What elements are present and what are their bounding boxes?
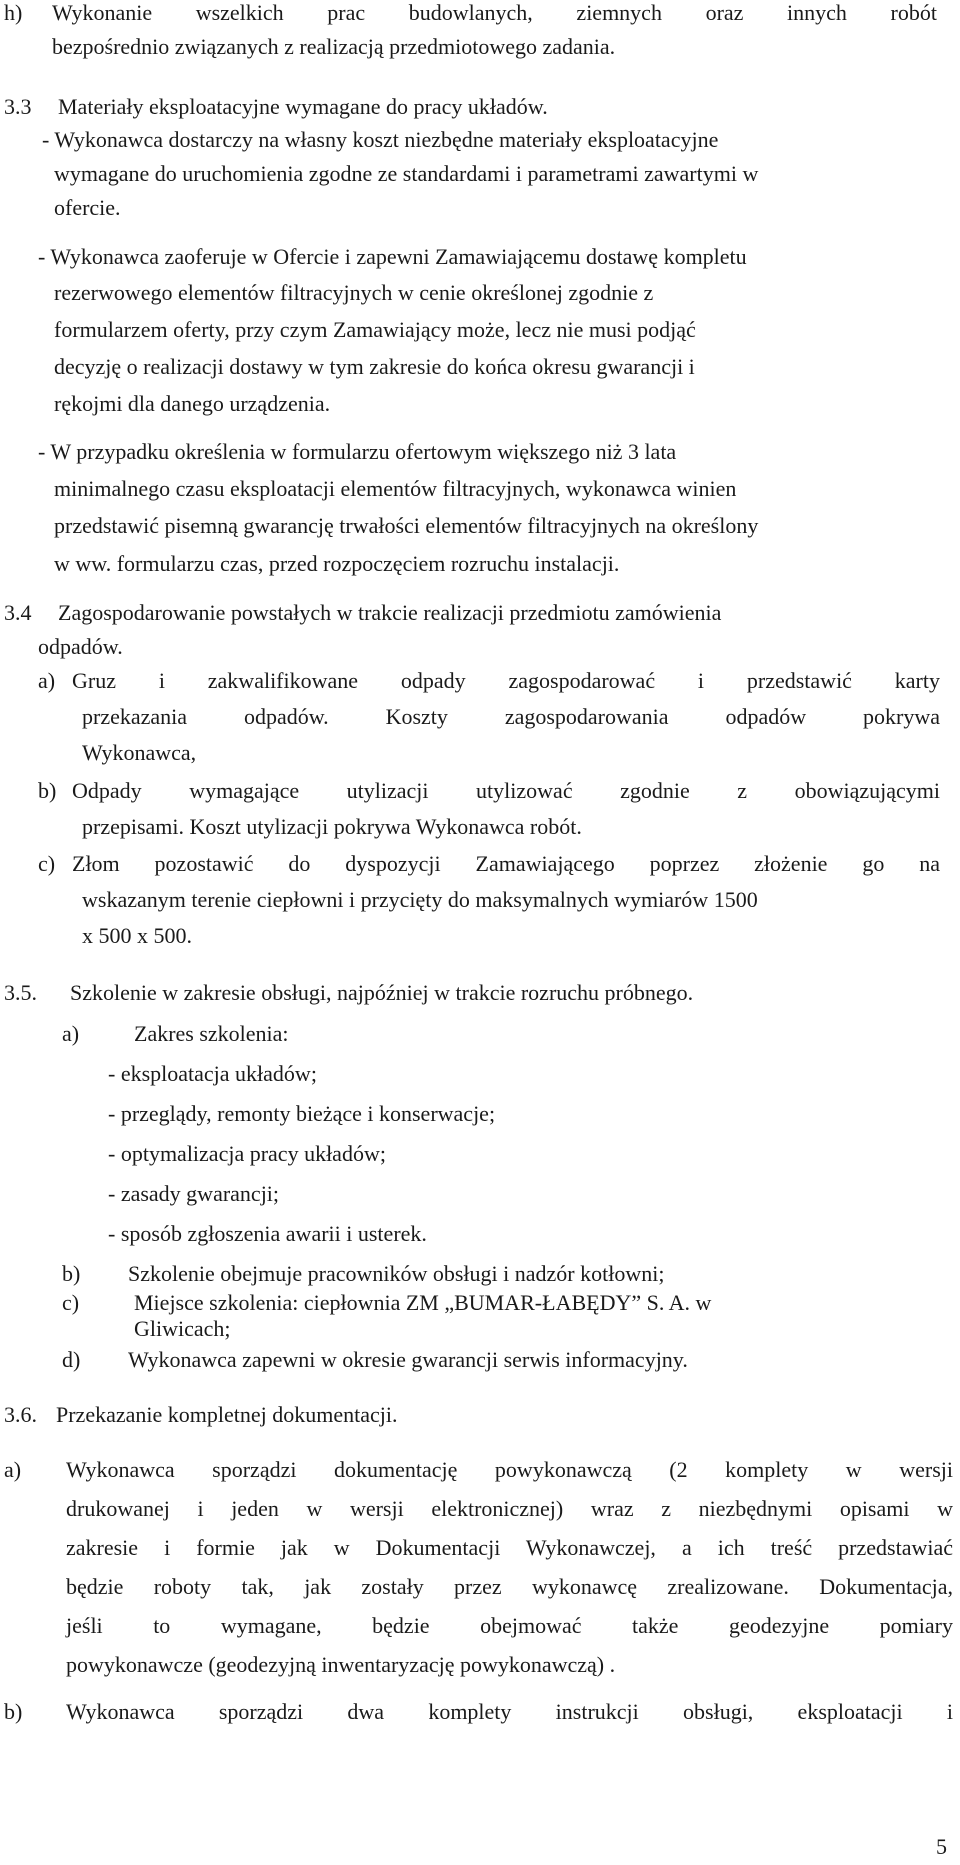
s35-bullet-3: - optymalizacja pracy układów; [108, 1141, 386, 1166]
s33-p2-line-4: decyzję o realizacji dostawy w tym zakresie do końca okresu gwarancji i [54, 354, 695, 379]
s35-c-label: c) [62, 1290, 80, 1315]
s33-p2-line-2: rezerwowego elementów filtracyjnych w cenie określonej zgodnie z [54, 280, 654, 305]
s33-p1-line-1: - Wykonawca dostarczy na własny koszt niezbędne materiały eksploatacyjne [42, 127, 719, 152]
s35-a-label: a) [62, 1021, 80, 1046]
section-3-5-number: 3.5. [4, 980, 37, 1005]
section-3-6-number: 3.6. [4, 1402, 37, 1427]
s35-a-title: Zakres szkolenia: [134, 1021, 289, 1046]
s36-a-line-5: jeśli to wymagane, będzie obejmować także geodezyjne pomiary [66, 1613, 953, 1638]
s33-p1-line-2: wymagane do uruchomienia zgodne ze standardami i parametrami zawartymi w [54, 161, 759, 186]
s36-a-line-3: zakresie i formie jak w Dokumentacji Wykonawczej, a ich treść przedstawiać [66, 1535, 953, 1560]
s36-a-line-4: będzie roboty tak, jak zostały przez wykonawcę zrealizowane. Dokumentacja, [66, 1574, 953, 1599]
s34-c-line-3: x 500 x 500. [82, 923, 192, 948]
section-3-6-title: Przekazanie kompletnej dokumentacji. [56, 1402, 398, 1427]
s36-b-line-1: Wykonawca sporządzi dwa komplety instrukcji obsługi, eksploatacji i [66, 1699, 953, 1724]
s35-bullet-1: - eksploatacja układów; [108, 1061, 317, 1086]
section-3-5-title: Szkolenie w zakresie obsługi, najpóźniej w trakcie rozruchu próbnego. [70, 980, 694, 1005]
s36-b-label: b) [4, 1699, 23, 1724]
s35-b-label: b) [62, 1261, 81, 1286]
s35-c-line-2: Gliwicach; [134, 1316, 231, 1341]
s35-bullet-4: - zasady gwarancji; [108, 1181, 280, 1206]
s34-b-label: b) [38, 778, 57, 803]
s35-c-line-1: Miejsce szkolenia: ciepłownia ZM „BUMAR-ŁABĘDY” S. A. w [134, 1290, 712, 1315]
s35-d-label: d) [62, 1347, 81, 1372]
s36-a-line-6: powykonawcze (geodezyjną inwentaryzację powykonawczą) . [66, 1652, 616, 1677]
s33-p2-line-3: formularzem oferty, przy czym Zamawiający może, lecz nie musi podjąć [54, 317, 696, 342]
s33-p3-line-3: przedstawić pisemną gwarancję trwałości elementów filtracyjnych na określony [54, 513, 759, 538]
s34-a-line-2: przekazania odpadów. Koszty zagospodarowania odpadów pokrywa [82, 704, 940, 729]
section-3-3-title: Materiały eksploatacyjne wymagane do pracy układów. [58, 94, 548, 119]
page-number: 5 [936, 1834, 947, 1859]
section-3-3-number: 3.3 [4, 94, 32, 119]
s34-c-line-2: wskazanym terenie ciepłowni i przycięty do maksymalnych wymiarów 1500 [82, 887, 758, 912]
s35-bullet-5: - sposób zgłoszenia awarii i usterek. [108, 1221, 427, 1246]
s34-a-line-3: Wykonawca, [82, 740, 197, 765]
section-3-4-title-line-2: odpadów. [38, 634, 123, 659]
item-h-label: h) [4, 0, 23, 25]
section-3-4-number: 3.4 [4, 600, 32, 625]
s35-d-text: Wykonawca zapewni w okresie gwarancji serwis informacyjny. [128, 1347, 688, 1372]
s34-b-line-2: przepisami. Koszt utylizacji pokrywa Wykonawca robót. [82, 814, 582, 839]
s34-a-label: a) [38, 668, 56, 693]
s33-p3-line-2: minimalnego czasu eksploatacji elementów filtracyjnych, wykonawca winien [54, 476, 737, 501]
item-h-line-1: Wykonanie wszelkich prac budowlanych, ziemnych oraz innych robót [52, 0, 937, 25]
s33-p3-line-1: - W przypadku określenia w formularzu ofertowym większego niż 3 lata [38, 439, 677, 464]
s36-a-line-1: Wykonawca sporządzi dokumentację powykonawczą (2 komplety w wersji [66, 1457, 953, 1482]
item-h-line-2: bezpośrednio związanych z realizacją przedmiotowego zadania. [52, 34, 616, 59]
s34-a-line-1: Gruz i zakwalifikowane odpady zagospodarować i przedstawić karty [72, 668, 940, 693]
s33-p3-line-4: w ww. formularzu czas, przed rozpoczęciem rozruchu instalacji. [54, 551, 620, 576]
s35-bullet-2: - przeglądy, remonty bieżące i konserwacje; [108, 1101, 496, 1126]
s33-p2-line-5: rękojmi dla danego urządzenia. [54, 391, 331, 416]
s34-c-label: c) [38, 851, 56, 876]
s34-c-line-1: Złom pozostawić do dyspozycji Zamawiającego poprzez złożenie go na [72, 851, 940, 876]
s33-p1-line-3: ofercie. [54, 195, 121, 220]
s33-p2-line-1: - Wykonawca zaoferuje w Ofercie i zapewni Zamawiającemu dostawę kompletu [38, 244, 747, 269]
s35-b-text: Szkolenie obejmuje pracowników obsługi i nadzór kotłowni; [128, 1261, 665, 1286]
s36-a-label: a) [4, 1457, 22, 1482]
section-3-4-title-line-1: Zagospodarowanie powstałych w trakcie realizacji przedmiotu zamówienia [58, 600, 722, 625]
s36-a-line-2: drukowanej i jeden w wersji elektronicznej) wraz z niezbędnymi opisami w [66, 1496, 953, 1521]
s34-b-line-1: Odpady wymagające utylizacji utylizować zgodnie z obowiązującymi [72, 778, 940, 803]
